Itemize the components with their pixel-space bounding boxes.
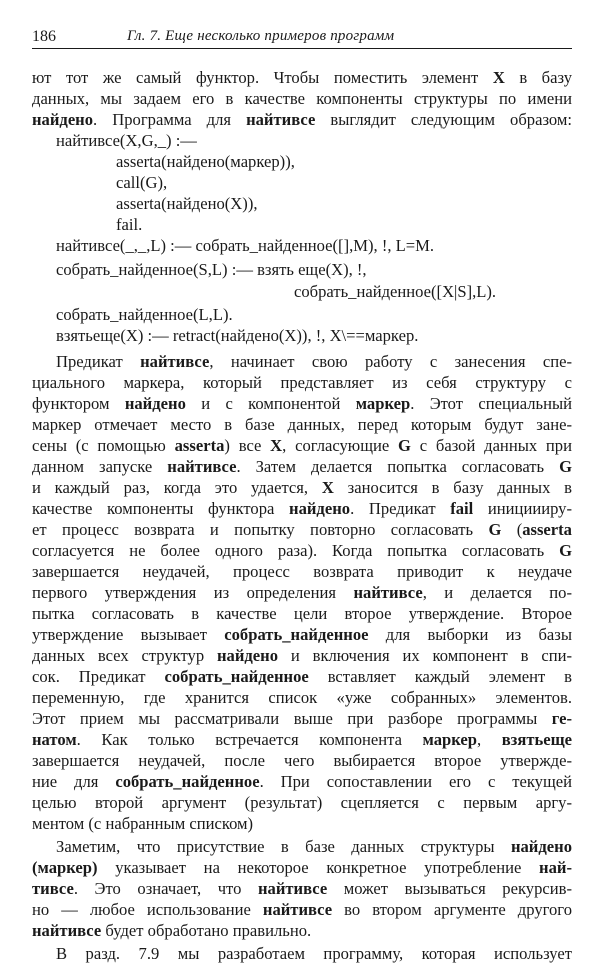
body-line: тивсе. Это означает, что найтивсе может вызываться рекурсив- xyxy=(32,879,572,898)
code-line: найтивсе(X,G,_) :— xyxy=(56,131,197,150)
body-line: Предикат найтивсе, начинает свою работу с занесения спе- xyxy=(56,352,572,371)
bold-term: найтивсе xyxy=(262,900,333,919)
body-line: Этот прием мы рассматривали выше при разборе программы ге- xyxy=(32,709,572,728)
bold-term: найтивсе xyxy=(140,352,210,371)
code-line: собрать_найденное(L,L). xyxy=(56,305,233,324)
bold-term: маркер xyxy=(422,730,477,749)
body-line: маркер отмечает место в базе данных, перед которым будут зане- xyxy=(32,415,572,434)
bold-term: G xyxy=(398,436,411,455)
bold-term: G xyxy=(559,541,572,560)
body-line: найтивсе будет обработано правильно. xyxy=(32,921,312,940)
code-line: fail. xyxy=(116,215,143,234)
chapter-title: Гл. 7. Еще несколько примеров программ xyxy=(127,28,395,44)
body-line: ментом (с набранным списком) xyxy=(32,814,254,833)
code-line: asserta(найдено(X)), xyxy=(116,194,258,213)
bold-term: маркер xyxy=(355,394,411,413)
bold-term: ге- xyxy=(551,709,572,728)
bold-term: X xyxy=(492,68,505,87)
bold-term: X xyxy=(270,436,283,455)
body-line: Заметим, что присутствие в базе данных структуры найдено xyxy=(56,837,572,856)
bold-term: найтивсе xyxy=(257,879,328,898)
body-line: согласуется не более одного раза). Когда попытка согласовать G xyxy=(32,541,572,560)
intro-line: ют тот же самый функтор. Чтобы поместить элемент X в базу xyxy=(32,68,572,87)
bold-term: X xyxy=(321,478,334,497)
body-line: целью второй аргумент (результат) сцепляется с первым аргу- xyxy=(32,793,572,812)
body-line: сены (с помощью asserta) все X, согласующие G с базой данных при xyxy=(32,436,572,455)
bold-term: найдено xyxy=(510,837,572,856)
body-line: циального маркера, который представляет из себя структуру с xyxy=(32,373,572,392)
body-line: завершается неудачей, процесс возврата приводит к неудаче xyxy=(32,562,572,581)
body-line: пытка согласовать в качестве цели второе утверждение. Второе xyxy=(32,604,572,623)
bold-term: тивсе xyxy=(32,879,74,898)
body-line: В разд. 7.9 мы разработаем программу, которая использует xyxy=(56,944,572,963)
bold-term: G xyxy=(488,520,502,539)
intro-line: данных, мы задаем его в качестве компоненты структуры по имени xyxy=(32,89,572,108)
bold-term: собрать_найденное xyxy=(164,667,309,686)
body-line: переменную, где хранится список «уже собранных» элементов. xyxy=(32,688,572,707)
running-header xyxy=(32,26,572,49)
body-line: данных всех структур найдено и включения их компонент в спи- xyxy=(32,646,572,665)
bold-term: найтивсе xyxy=(353,583,423,602)
bold-term: натом xyxy=(32,730,77,749)
bold-term: asserta xyxy=(174,436,225,455)
body-line: первого утверждения из определения найтивсе, и делается по- xyxy=(32,583,572,602)
body-line: качестве компоненты функтора найдено. Предикат fail инициииру- xyxy=(32,499,572,518)
code-line: собрать_найденное([X|S],L). xyxy=(294,282,497,301)
bold-term: (маркер) xyxy=(32,858,98,877)
code-line: собрать_найденное(S,L) :— взять еще(X), !, xyxy=(56,260,367,279)
bold-term: найдено xyxy=(216,646,279,665)
body-line: ет процесс возврата и попытку повторно согласовать G (asserta xyxy=(32,520,572,539)
intro-line: найдено. Программа для найтивсе выглядит следующим образом: xyxy=(32,110,573,129)
bold-term: asserta xyxy=(522,520,572,539)
code-line: asserta(найдено(маркер)), xyxy=(116,152,295,171)
bold-term: найдено xyxy=(289,499,351,518)
bold-term: взятьеще xyxy=(501,730,572,749)
bold-term: найдено xyxy=(124,394,186,413)
body-line: натом. Как только встречается компонента маркер, взятьеще xyxy=(32,730,572,749)
body-line: и каждый раз, когда это удается, X заносится в базу данных в xyxy=(32,478,573,497)
bold-term: собрать_найденное xyxy=(224,625,369,644)
bold-term: найтивсе xyxy=(246,110,316,129)
bold-term: собрать_найденное xyxy=(115,772,260,791)
body-line: завершается неудачей, после чего выбирается второе утвержде- xyxy=(32,751,572,770)
bold-term: найдено xyxy=(32,110,94,129)
bold-term: найтивсе xyxy=(167,457,237,476)
body-line: утверждение вызывает собрать_найденное для выборки из базы xyxy=(32,625,572,644)
bold-term: найтивсе xyxy=(32,921,102,940)
body-line: (маркер) указывает на некоторое конкретное употребление най- xyxy=(32,858,572,877)
code-line: найтивсе(_,_,L) :— собрать_найденное([],M), !, L=M. xyxy=(56,236,435,255)
body-line: данном запуске найтивсе. Затем делается попытка согласовать G xyxy=(32,457,573,476)
code-line: call(G), xyxy=(116,173,168,192)
bold-term: G xyxy=(559,457,573,476)
body-line: сок. Предикат собрать_найденное вставляет каждый элемент в xyxy=(32,667,572,686)
code-line: взятьеще(X) :— retract(найдено(X)), !, X\==маркер. xyxy=(56,326,419,345)
bold-term: fail xyxy=(450,499,474,518)
bold-term: най- xyxy=(539,858,572,877)
body-line: функтором найдено и с компонентой маркер. Этот специальный xyxy=(32,394,573,413)
page-number: 186 xyxy=(32,28,56,45)
body-line: но — любое использование найтивсе во втором аргументе другого xyxy=(32,900,572,919)
body-line: ние для собрать_найденное. При сопоставлении его с текущей xyxy=(32,772,573,791)
